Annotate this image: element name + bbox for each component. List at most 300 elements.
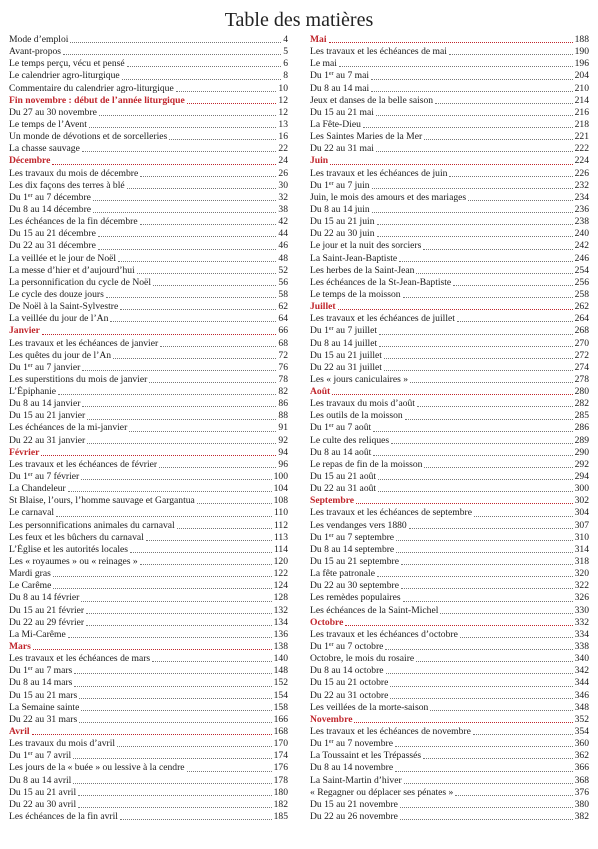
- toc-page-number: 24: [278, 155, 288, 167]
- toc-entry-label: Le temps de l’Avent: [9, 118, 87, 130]
- toc-entry: [310, 544, 589, 556]
- toc-entry: [310, 738, 589, 750]
- dot-leader: [33, 649, 272, 650]
- toc-entry-label: Du 1er au 7 octobre: [310, 641, 384, 653]
- toc-page-number: 256: [574, 276, 589, 288]
- toc-page-number: 112: [273, 519, 288, 531]
- dot-leader: [93, 200, 276, 201]
- dot-leader: [363, 127, 573, 128]
- dot-leader: [424, 467, 572, 468]
- dot-leader: [377, 236, 573, 237]
- toc-page-number: 190: [574, 46, 589, 58]
- toc-entry-label: Le calendrier agro-liturgique: [9, 70, 120, 82]
- toc-entry-label: Du 8 au 14 avril: [9, 774, 72, 786]
- dot-leader: [146, 540, 272, 541]
- toc-page-number: 242: [574, 240, 589, 252]
- toc-entry-label: Du 1er au 7 février: [9, 471, 80, 483]
- toc-page-number: 138: [273, 641, 288, 653]
- dot-leader: [401, 564, 573, 565]
- toc-entry-label: Du 1er au 7 septembre: [310, 531, 395, 543]
- toc-entry-label: Du 1er au 7 décembre: [9, 191, 91, 203]
- toc-page-number: 96: [278, 458, 288, 470]
- toc-entry-label: Les « royaumes » ou « reinages »: [9, 556, 138, 568]
- toc-entry-label: Juin: [310, 155, 329, 167]
- toc-entry-label: Le Carême: [9, 580, 52, 592]
- toc-entry: [9, 119, 288, 131]
- toc-page-number: 12: [278, 106, 288, 118]
- dot-leader: [117, 746, 272, 747]
- toc-page-number: 258: [574, 288, 589, 300]
- toc-entry-label: St Blaise, l’ours, l’homme sauvage et Gargantua: [9, 495, 195, 507]
- toc-entry-label: La veillée et le jour de Noël: [9, 252, 117, 264]
- toc-page-number: 376: [574, 786, 589, 798]
- toc-section-heading: [310, 155, 589, 167]
- toc-page-number: 360: [574, 738, 589, 750]
- toc-entry: [9, 459, 288, 471]
- toc-page-number: 332: [574, 616, 589, 628]
- toc-entry-label: Du 22 au 29 février: [9, 616, 85, 628]
- dot-leader: [345, 625, 572, 626]
- toc-entry: [310, 471, 589, 483]
- toc-entry-label: Les travaux et les échéances de mai: [310, 46, 447, 58]
- dot-leader: [338, 309, 573, 310]
- toc-entry-label: Mai: [310, 34, 327, 45]
- toc-entry-label: Décembre: [9, 155, 51, 167]
- toc-entry-label: Août: [310, 386, 331, 398]
- toc-entry-label: Les travaux et les échéances de janvier: [9, 337, 159, 349]
- toc-entry-label: Du 8 au 14 mai: [310, 82, 370, 94]
- toc-entry-label: Octobre: [310, 616, 344, 628]
- toc-entry: [310, 435, 589, 447]
- toc-page-number: 188: [574, 34, 589, 45]
- toc-section-heading: [9, 726, 288, 738]
- toc-page-number: 12: [278, 94, 288, 106]
- toc-page-number: 16: [278, 131, 288, 143]
- toc-entry: [310, 313, 589, 325]
- toc-page-number: 108: [273, 495, 288, 507]
- toc-entry: [310, 350, 589, 362]
- toc-entry-label: Du 8 au 14 juillet: [310, 337, 378, 349]
- dot-leader: [391, 443, 572, 444]
- toc-entry: [310, 277, 589, 289]
- toc-page-number: 44: [278, 228, 288, 240]
- toc-entry-label: Les quêtes du jour de l’An: [9, 349, 112, 361]
- dot-leader: [98, 236, 277, 237]
- dot-leader: [430, 710, 572, 711]
- dot-leader: [377, 576, 573, 577]
- toc-page-number: 196: [574, 58, 589, 70]
- toc-page-number: 134: [273, 616, 288, 628]
- dot-leader: [455, 795, 572, 796]
- toc-entry: [310, 605, 589, 617]
- toc-entry: [310, 690, 589, 702]
- dot-leader: [110, 321, 276, 322]
- toc-entry: [310, 95, 589, 107]
- toc-entry: [9, 750, 288, 762]
- toc-entry-label: « Regagner ou déplacer ses pénates »: [310, 786, 454, 798]
- toc-entry-label: Du 22 au 31 mai: [310, 143, 374, 155]
- dot-leader: [98, 249, 277, 250]
- toc-entry: [310, 750, 589, 762]
- dot-leader: [137, 273, 277, 274]
- toc-entry-label: Du 8 au 14 mars: [9, 677, 73, 689]
- dot-leader: [377, 224, 573, 225]
- toc-entry: [310, 46, 589, 58]
- dot-leader: [41, 455, 276, 456]
- toc-entry: [310, 483, 589, 495]
- dot-leader: [384, 358, 573, 359]
- toc-section-heading: [310, 495, 589, 507]
- toc-entry: [310, 70, 589, 82]
- toc-page-number: 290: [574, 446, 589, 458]
- toc-entry-label: Du 1er au 7 juillet: [310, 325, 378, 337]
- dot-leader: [86, 625, 271, 626]
- toc-entry: [310, 665, 589, 677]
- dot-leader: [453, 285, 572, 286]
- toc-page-number: 58: [278, 288, 288, 300]
- toc-entry: [9, 714, 288, 726]
- toc-entry: [310, 726, 589, 738]
- toc-entry: [9, 702, 288, 714]
- toc-entry-label: Les travaux et les échéances de juin: [310, 167, 448, 179]
- toc-page-number: 148: [273, 665, 288, 677]
- toc-entry-label: Du 15 au 21 janvier: [9, 410, 86, 422]
- dot-leader: [106, 297, 277, 298]
- toc-page-number: 226: [574, 167, 589, 179]
- toc-entry: [9, 277, 288, 289]
- toc-page-number: 48: [278, 252, 288, 264]
- toc-page-number: 88: [278, 410, 288, 422]
- dot-leader: [159, 467, 276, 468]
- toc-page-number: 152: [273, 677, 288, 689]
- toc-page-number: 13: [278, 118, 288, 130]
- toc-entry: [310, 362, 589, 374]
- toc-section-heading: [310, 301, 589, 313]
- dot-leader: [376, 151, 573, 152]
- toc-entry: [9, 677, 288, 689]
- toc-page-number: 264: [574, 313, 589, 325]
- toc-entry: [9, 629, 288, 641]
- toc-entry-label: Du 15 au 21 novembre: [310, 798, 398, 810]
- toc-entry-label: Du 22 au 26 novembre: [310, 811, 398, 822]
- dot-leader: [395, 771, 572, 772]
- toc-entry: [9, 362, 288, 374]
- toc-page-number: 234: [574, 191, 589, 203]
- toc-entry-label: La Fête-Dieu: [310, 118, 361, 130]
- toc-page-number: 4: [283, 34, 288, 45]
- dot-leader: [474, 516, 573, 517]
- dot-leader: [197, 503, 272, 504]
- toc-entry-label: Du 1er au 7 janvier: [9, 361, 81, 373]
- toc-entry-label: Les travaux du mois d’août: [310, 398, 415, 410]
- toc-page-number: 10: [278, 82, 288, 94]
- toc-page-number: 320: [574, 568, 589, 580]
- toc-entry: [310, 265, 589, 277]
- dot-leader: [86, 613, 271, 614]
- toc-entry-label: Les échéances de la mi-janvier: [9, 422, 128, 434]
- toc-page-number: 274: [574, 361, 589, 373]
- dot-leader: [42, 334, 276, 335]
- toc-entry: [9, 83, 288, 95]
- toc-entry: [9, 690, 288, 702]
- toc-page-number: 46: [278, 240, 288, 252]
- toc-entry: [9, 520, 288, 532]
- toc-page-number: 294: [574, 471, 589, 483]
- toc-entry-label: Les échéances de la fin avril: [9, 811, 118, 822]
- dot-leader: [81, 479, 271, 480]
- dot-leader: [403, 297, 573, 298]
- dot-leader: [400, 807, 573, 808]
- dot-leader: [63, 54, 281, 55]
- toc-left-column: [9, 34, 288, 823]
- dot-leader: [140, 176, 276, 177]
- toc-entry-label: Juillet: [310, 301, 336, 313]
- toc-page-number: 170: [273, 738, 288, 750]
- toc-entry: [310, 459, 589, 471]
- dot-leader: [378, 479, 573, 480]
- dot-leader: [403, 601, 573, 602]
- toc-entry: [9, 107, 288, 119]
- toc-entry-label: Le temps de la moisson: [310, 288, 401, 300]
- toc-entry: [9, 423, 288, 435]
- toc-entry-label: Avant-propos: [9, 46, 62, 58]
- toc-entry: [9, 617, 288, 629]
- toc-page-number: 236: [574, 203, 589, 215]
- toc-entry-label: La Chandeleur: [9, 483, 66, 495]
- toc-entry: [9, 775, 288, 787]
- toc-entry: [310, 787, 589, 799]
- toc-page-number: 326: [574, 592, 589, 604]
- toc-entry-label: La Toussaint et les Trépassés: [310, 750, 422, 762]
- toc-page-number: 232: [574, 179, 589, 191]
- toc-entry: [310, 568, 589, 580]
- dot-leader: [140, 564, 272, 565]
- toc-entry-label: Du 15 au 21 août: [310, 471, 377, 483]
- dot-leader: [68, 491, 272, 492]
- toc-entry-label: Les travaux et les échéances de juillet: [310, 313, 455, 325]
- dot-leader: [99, 115, 276, 116]
- dot-leader: [371, 79, 573, 80]
- toc-page-number: 114: [273, 543, 288, 555]
- toc-page-number: 182: [273, 798, 288, 810]
- toc-entry-label: Du 8 au 14 novembre: [310, 762, 394, 774]
- toc-entry-label: Du 22 au 30 septembre: [310, 580, 399, 592]
- toc-page-number: 180: [273, 786, 288, 798]
- toc-entry: [310, 325, 589, 337]
- dot-leader: [440, 613, 572, 614]
- toc-entry-label: Du 8 au 14 février: [9, 592, 80, 604]
- toc-entry: [310, 799, 589, 811]
- dot-leader: [404, 783, 573, 784]
- toc-page-number: 30: [278, 179, 288, 191]
- toc-page-number: 92: [278, 434, 288, 446]
- toc-entry: [9, 58, 288, 70]
- dot-leader: [53, 576, 272, 577]
- dot-leader: [329, 42, 573, 43]
- toc-section-heading: [310, 386, 589, 398]
- toc-page-number: 185: [273, 811, 288, 822]
- toc-entry: [9, 253, 288, 265]
- toc-entry-label: Du 22 au 31 octobre: [310, 689, 389, 701]
- toc-entry-label: Du 15 au 21 septembre: [310, 556, 399, 568]
- dot-leader: [371, 91, 572, 92]
- toc-entry: [9, 471, 288, 483]
- toc-entry: [9, 168, 288, 180]
- dot-leader: [468, 200, 572, 201]
- dot-leader: [405, 419, 573, 420]
- toc-entry-label: Du 22 au 31 mars: [9, 713, 78, 725]
- toc-entry: [9, 374, 288, 386]
- dot-leader: [81, 601, 271, 602]
- toc-entry: [9, 435, 288, 447]
- dot-leader: [460, 637, 573, 638]
- toc-entry-label: Les échéances de la Saint-Michel: [310, 604, 439, 616]
- toc-entry-label: Les remèdes populaires: [310, 592, 401, 604]
- toc-entry: [9, 386, 288, 398]
- toc-page-number: 168: [273, 726, 288, 737]
- toc-page-number: 222: [574, 143, 589, 155]
- toc-entry: [9, 556, 288, 568]
- toc-page-number: 238: [574, 216, 589, 228]
- toc-page-number: 42: [278, 216, 288, 228]
- dot-leader: [118, 261, 276, 262]
- toc-entry: [9, 762, 288, 774]
- dot-leader: [396, 552, 572, 553]
- dot-leader: [187, 103, 277, 104]
- toc-entry-label: Du 15 au 21 mai: [310, 106, 374, 118]
- dot-leader: [435, 103, 573, 104]
- dot-leader: [58, 394, 276, 395]
- toc-entry: [9, 653, 288, 665]
- toc-page-number: 216: [574, 106, 589, 118]
- dot-leader: [423, 758, 573, 759]
- toc-entry-label: Du 1er au 7 août: [310, 422, 372, 434]
- toc-entry-label: Du 22 au 31 décembre: [9, 240, 96, 252]
- toc-page-number: 318: [574, 556, 589, 568]
- toc-entry: [310, 677, 589, 689]
- toc-entry: [9, 131, 288, 143]
- toc-entry-label: Jeux et danses de la belle saison: [310, 94, 434, 106]
- toc-entry-label: Les personnifications animales du carnaval: [9, 519, 175, 531]
- dot-leader: [449, 54, 573, 55]
- toc-entry: [310, 398, 589, 410]
- toc-page-number: 166: [273, 713, 288, 725]
- toc-entry: [310, 374, 589, 386]
- toc-entry-label: Les veillées de la morte-saison: [310, 701, 429, 713]
- toc-section-heading: [9, 325, 288, 337]
- toc-entry: [310, 143, 589, 155]
- dot-leader: [74, 673, 271, 674]
- toc-page-number: 113: [273, 531, 288, 543]
- toc-entry: [9, 410, 288, 422]
- dot-leader: [424, 139, 572, 140]
- dot-leader: [339, 66, 573, 67]
- dot-leader: [410, 382, 573, 383]
- toc-page-number: 262: [574, 301, 589, 313]
- toc-entry-label: Le temps perçu, vécu et pensé: [9, 58, 125, 70]
- toc-entry: [9, 580, 288, 592]
- toc-entry-label: Du 22 au 30 avril: [9, 798, 77, 810]
- toc-page-number: 26: [278, 167, 288, 179]
- dot-leader: [93, 212, 276, 213]
- dot-leader: [79, 722, 271, 723]
- toc-entry: [9, 180, 288, 192]
- toc-entry-label: Du 15 au 21 avril: [9, 786, 77, 798]
- dot-leader: [416, 273, 572, 274]
- toc-page-number: 56: [278, 276, 288, 288]
- dot-leader: [87, 443, 276, 444]
- dot-leader: [32, 734, 272, 735]
- toc-entry-label: Les dix façons des terres à blé: [9, 179, 125, 191]
- toc-entry-label: Octobre, le mois du rosaire: [310, 653, 415, 665]
- toc-entry-label: Avril: [9, 726, 30, 737]
- dot-leader: [82, 370, 276, 371]
- toc-entry: [310, 131, 589, 143]
- toc-page-number: 140: [273, 653, 288, 665]
- toc-entry: [310, 592, 589, 604]
- toc-page-number: 110: [273, 507, 288, 519]
- toc-entry: [9, 544, 288, 556]
- toc-entry-label: Du 22 au 31 août: [310, 483, 377, 495]
- toc-entry: [310, 580, 589, 592]
- toc-entry: [9, 216, 288, 228]
- toc-page-number: 124: [273, 580, 288, 592]
- toc-entry: [310, 168, 589, 180]
- toc-entry: [310, 532, 589, 544]
- dot-leader: [78, 795, 271, 796]
- toc-page-number: 270: [574, 337, 589, 349]
- toc-section-heading: [9, 155, 288, 167]
- toc-page-number: 289: [574, 434, 589, 446]
- toc-page-number: 362: [574, 750, 589, 762]
- toc-entry: [9, 313, 288, 325]
- toc-entry: [9, 46, 288, 58]
- toc-page-number: 366: [574, 762, 589, 774]
- toc-page-number: 268: [574, 325, 589, 337]
- toc-entry: [9, 265, 288, 277]
- toc-entry: [310, 423, 589, 435]
- toc-page-number: 302: [574, 495, 589, 507]
- toc-entry: [9, 289, 288, 301]
- toc-entry-label: Du 8 au 14 janvier: [9, 398, 81, 410]
- dot-leader: [160, 346, 276, 347]
- toc-entry-label: Mode d’emploi: [9, 34, 69, 45]
- toc-page-number: 174: [273, 750, 288, 762]
- toc-entry: [9, 811, 288, 823]
- toc-entry-label: Les outils de la moisson: [310, 410, 403, 422]
- toc-page-number: 338: [574, 641, 589, 653]
- toc-page-number: 342: [574, 665, 589, 677]
- dot-leader: [473, 734, 573, 735]
- toc-page-number: 214: [574, 94, 589, 106]
- toc-entry-label: Du 15 au 21 juillet: [310, 349, 382, 361]
- toc-page-number: 272: [574, 349, 589, 361]
- toc-entry: [310, 556, 589, 568]
- toc-entry-label: Mardi gras: [9, 568, 51, 580]
- toc-section-heading: [9, 641, 288, 653]
- dot-leader: [372, 188, 573, 189]
- toc-page-number: 221: [574, 131, 589, 143]
- toc-entry-label: Le jour et la nuit des sorciers: [310, 240, 422, 252]
- toc-entry: [310, 228, 589, 240]
- toc-page-number: 176: [273, 762, 288, 774]
- toc-entry: [9, 301, 288, 313]
- toc-entry-label: Du 8 au 14 octobre: [310, 665, 384, 677]
- toc-page-number: 68: [278, 337, 288, 349]
- dot-leader: [400, 819, 573, 820]
- toc-entry-label: Du 15 au 21 juin: [310, 216, 375, 228]
- toc-entry-label: Du 15 au 21 mars: [9, 689, 78, 701]
